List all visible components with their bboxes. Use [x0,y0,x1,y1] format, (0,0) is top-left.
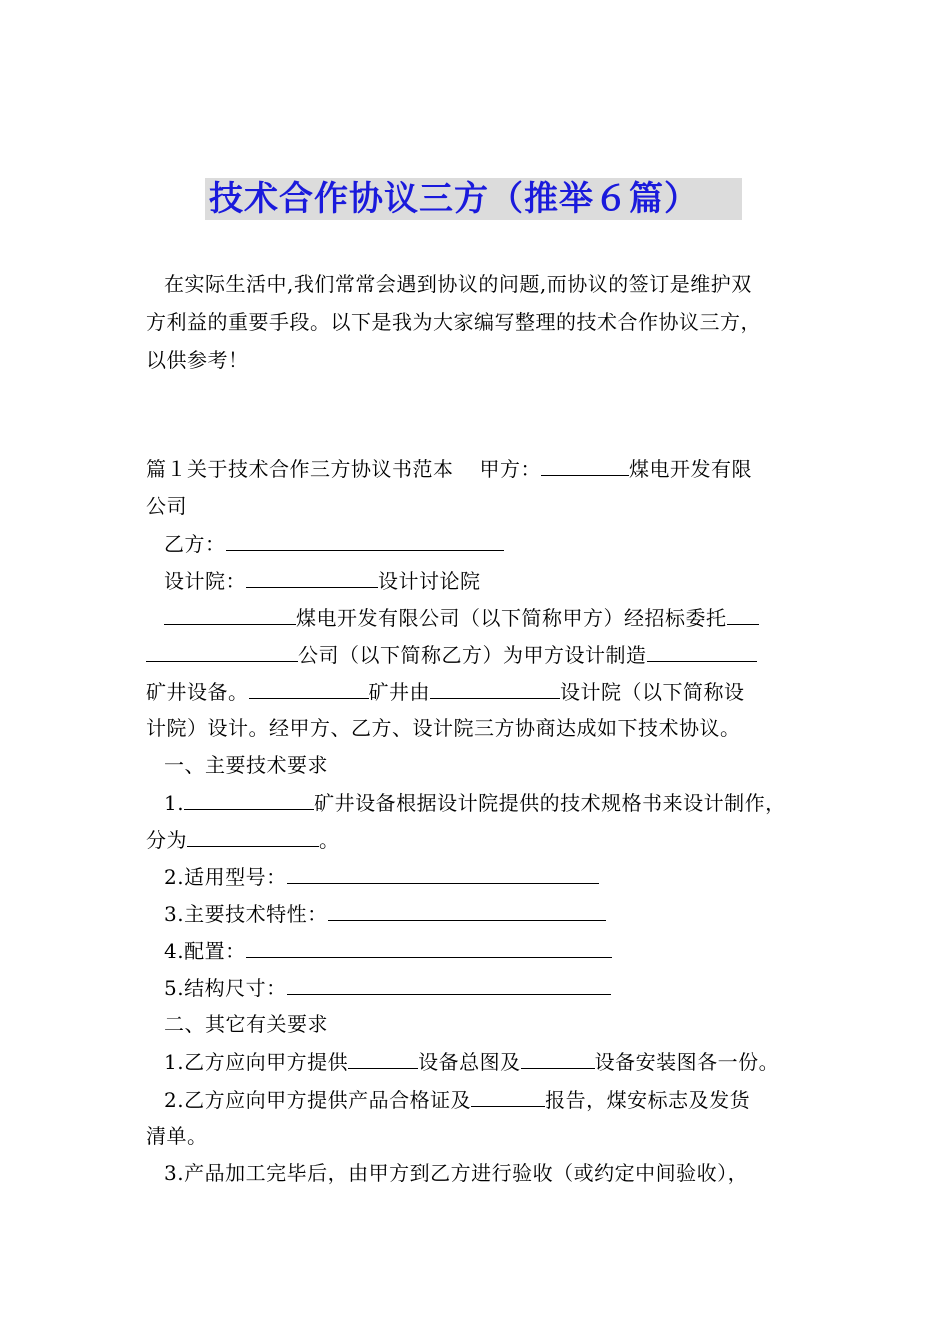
para1-text-e: 设计院（以下简称设 [560,680,745,704]
blank-field [146,641,298,662]
req2-text-a: 2.乙方应向甲方提供产品合格证及 [164,1088,472,1112]
party-a-name: 煤电开发有限 [629,457,752,481]
para1-text-b: 公司（以下简称乙方）为甲方设计制造 [298,643,647,667]
item4-label: 4.配置： [164,939,246,963]
blank-field [164,604,296,625]
req1-text-b: 设备总图及 [418,1050,521,1074]
blank-field [430,678,560,699]
blank-field [226,530,504,551]
section-heading-line [146,455,752,482]
para1-line-2 [146,641,757,668]
blank-field [727,604,759,625]
req2-cont: 清单。 [146,1124,208,1148]
item2-line [164,863,599,890]
para1-line-3 [146,678,745,705]
item2-label: 2.适用型号： [164,865,287,889]
blank-field [287,974,611,995]
item3-label: 3.主要技术特性： [164,902,328,926]
req2-text-b: 报告，煤安标志及发货 [545,1088,751,1112]
blank-field [328,900,606,921]
party-a-label: 甲方： [479,457,541,481]
para1-text-a: 煤电开发有限公司（以下简称甲方）经招标委托 [296,606,727,630]
document-title: 技术合作协议三方（推举６篇） [209,179,699,219]
document-title-highlight [205,178,742,220]
item1-number: 1. [164,791,185,815]
para1-text-c: 矿井设备。 [146,680,249,704]
blank-field [348,1048,418,1069]
blank-field [249,678,369,699]
party-a-name-cont: 公司 [146,494,187,518]
req3-line: 3.产品加工完毕后，由甲方到乙方进行验收（或约定中间验收）， [164,1161,749,1185]
para1-line-4: 计院）设计。经甲方、乙方、设计院三方协商达成如下技术协议。 [146,716,741,740]
item1-cont-line [146,826,340,853]
blank-field [246,937,612,958]
item1-cont: 分为 [146,828,187,852]
req1-line [164,1048,779,1075]
design-line [164,567,481,594]
heading-main-requirements: 一、主要技术要求 [164,753,328,777]
intro-line-1: 在实际生活中,我们常常会遇到协议的问题,而协议的签订是维护双 [164,272,752,296]
blank-field [521,1048,595,1069]
intro-line-3: 以供参考！ [146,348,249,372]
blank-field [187,826,319,847]
blank-field [287,863,599,884]
section-heading: 篇１关于技术合作三方协议书范本 [146,457,454,481]
intro-line-2: 方利益的重要手段。以下是我为大家编写整理的技术合作协议三方， [146,310,761,334]
blank-field [471,1086,545,1107]
blank-field [541,455,629,476]
item1-end: 。 [319,828,340,852]
party-b-label: 乙方： [164,532,226,556]
item5-label: 5.结构尺寸： [164,976,287,1000]
party-b-line [164,530,504,557]
blank-field [647,641,757,662]
blank-field [184,789,314,810]
item4-line [164,937,612,964]
para1-line-1 [164,604,759,631]
req2-line [164,1086,750,1113]
req1-text-a: 1.乙方应向甲方提供 [164,1050,349,1074]
para1-text-d: 矿井由 [368,680,430,704]
blank-field [246,567,378,588]
design-label: 设计院： [164,569,246,593]
heading-other-requirements: 二、其它有关要求 [164,1012,328,1036]
item3-line [164,900,606,927]
item1-line [164,789,786,816]
req1-text-c: 设备安装图各一份。 [594,1050,780,1074]
item5-line [164,974,611,1001]
design-name: 设计讨论院 [378,569,481,593]
item1-text: 矿井设备根据设计院提供的技术规格书来设计制作， [314,791,786,815]
